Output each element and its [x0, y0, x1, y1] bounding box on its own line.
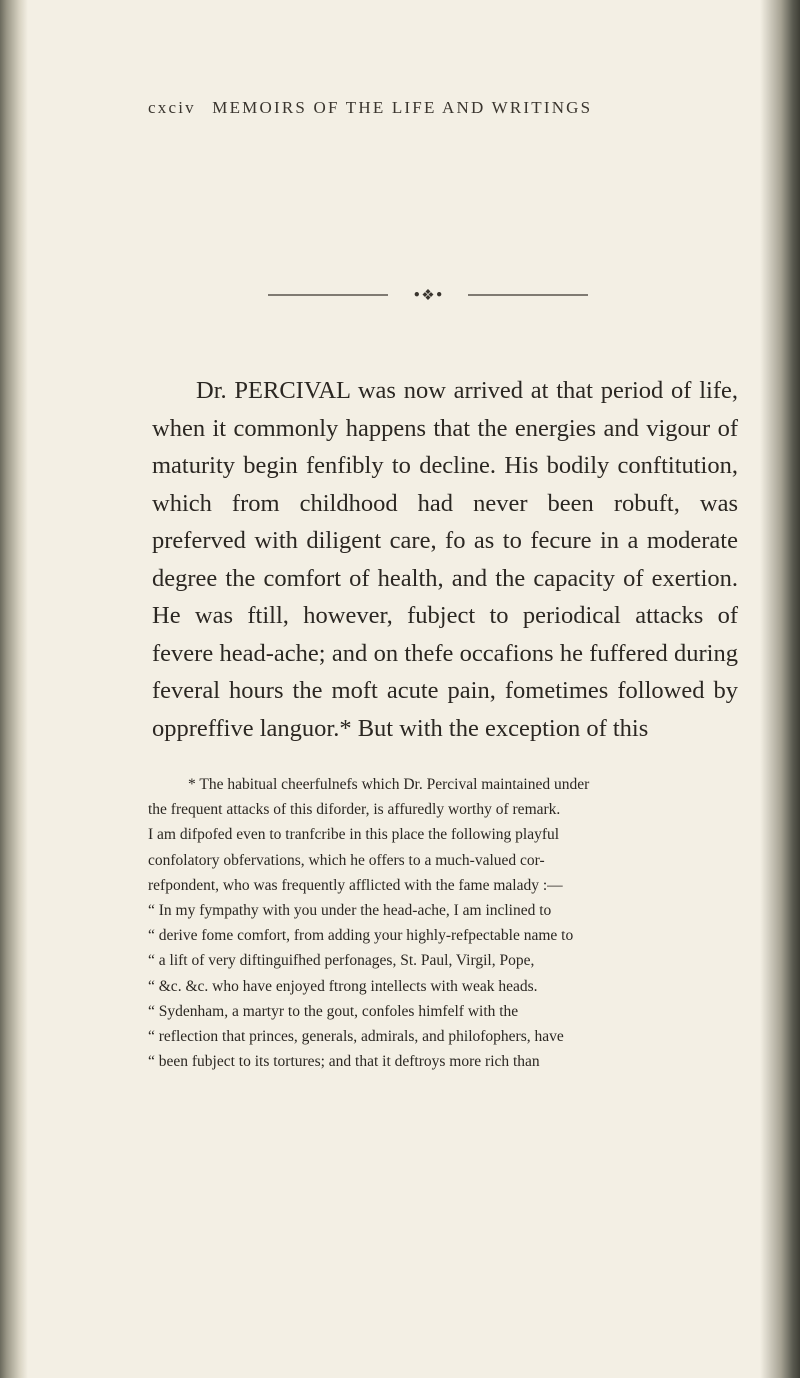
page-edge-shadow-left: [0, 0, 28, 1378]
footnote-line: “ a lift of very diftinguifhed perfonages, St. Paul, Virgil, Pope,: [148, 952, 535, 970]
footnote-line: “ In my fympathy with you under the head-ache, I am inclined to: [148, 902, 552, 920]
footnote-line: refpondent, who was frequently afflicted with the fame malady :—: [148, 876, 563, 894]
body-paragraph: Dr. PERCIVAL was now arrived at that period of life, when it commonly happens that the energies and vigour of maturity begin fenfibly to decline. His bodily conftitution, which from childhood had never been robuft, was preferved with diligent care, fo as to fecure in a moderate degree the comfort of health, and the capacity of exertion. He was ftill, however, fubject to periodical attacks of fevere head-ache; and on thefe occafions he fuffered during feveral hours the moft acute pain, fometimes followed by oppreffive languor.* But with the exception of this: [152, 377, 738, 742]
decorative-rule-icon: [258, 286, 598, 304]
footnote-line: “ Sydenham, a martyr to the gout, confoles himfelf with the: [148, 1002, 519, 1020]
footnote-line: “ reflection that princes, generals, admirals, and philofophers, have: [148, 1028, 564, 1046]
book-page: [148, 0, 738, 1378]
page-edge-shadow-right: [760, 0, 800, 1378]
page-number: cxciv: [148, 98, 196, 117]
footnote-line: I am difpofed even to tranfcribe in this place the following playful: [148, 826, 560, 844]
footnote: [148, 772, 738, 1074]
footnote-line: the frequent attacks of this diforder, is affuredly worthy of remark.: [148, 801, 561, 819]
footnote-line: confolatory obfervations, which he offers to a much-valued cor-: [148, 851, 545, 869]
footnote-line: “ &c. &c. who have enjoyed ftrong intellects with weak heads.: [148, 977, 538, 995]
running-head-title: MEMOIRS OF THE LIFE AND WRITINGS: [212, 98, 593, 117]
footnote-line: “ derive fome comfort, from adding your highly-refpectable name to: [148, 927, 574, 945]
footnote-line: * The habitual cheerfulnefs which Dr. Percival maintained under: [188, 776, 590, 793]
footnote-line: “ been fubject to its tortures; and that it deftroys more rich than: [148, 1053, 540, 1071]
ornament-glyph: •❖•: [412, 286, 444, 304]
running-head: [148, 98, 708, 118]
